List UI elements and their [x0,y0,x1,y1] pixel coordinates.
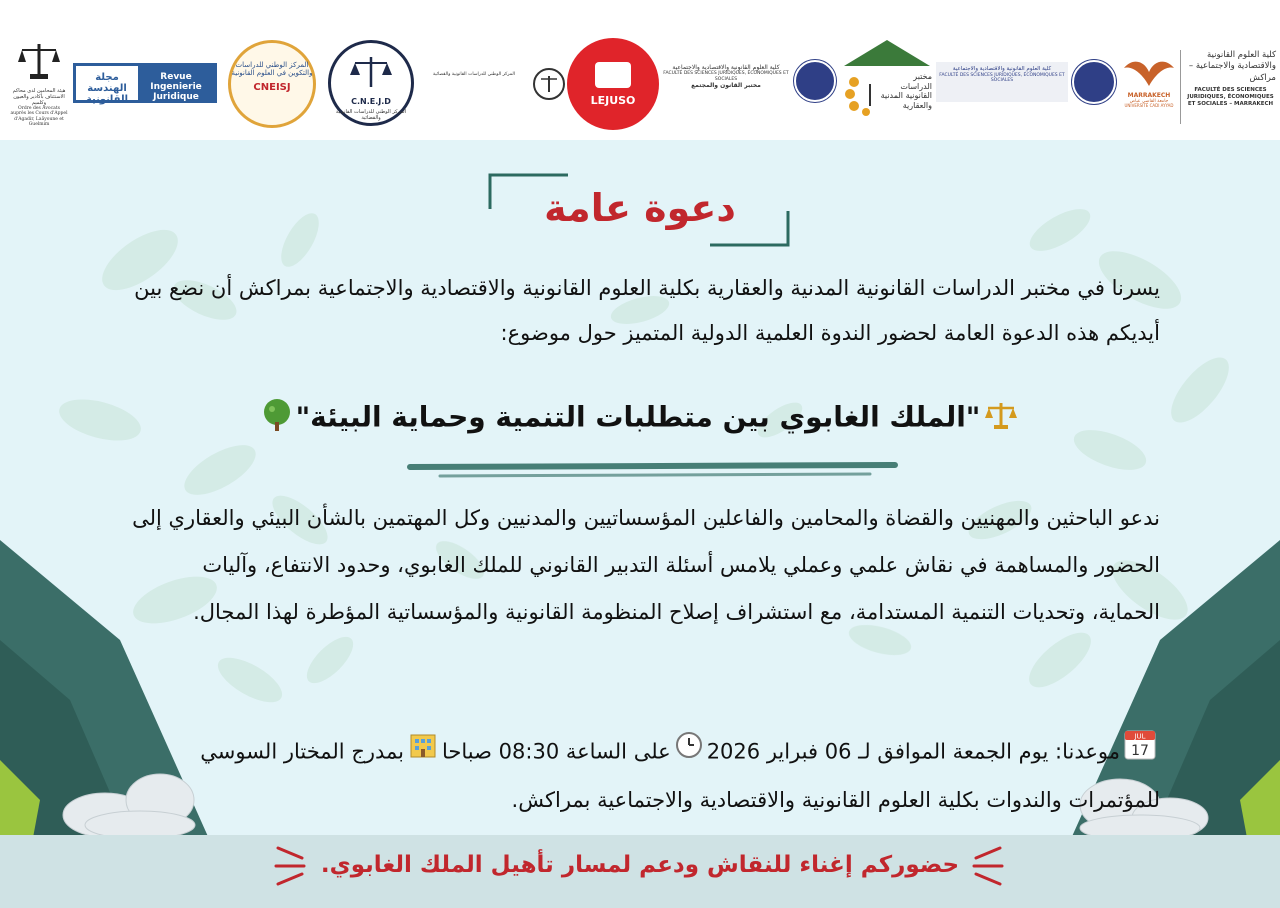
logo-university-emblem [794,60,836,102]
logo-small-seal [533,68,565,100]
logo-faculty-banner: كلية العلوم القانونية والاقتصادية والاجتماعية FACULTÉ DES SCIENCES JURIDIQUES, ÉCONOMIQUES ET SOCIALES [936,62,1068,102]
logo-lab-law-society: كلية العلوم القانونية والاقتصادية والاجتماعية FACULTÉ DES SCIENCES JURIDIQUES, ÉCONOMIQUES ET SOCIALES مختبر القانون والمجتمع [663,64,789,89]
calendar-month: JUL [1134,732,1146,741]
schedule-time: على الساعة 08:30 صباحا [442,739,671,764]
topic-text: "الملك الغابوي بين متطلبات التنمية وحماية البيئة" [295,400,981,434]
calendar-day: 17 [1131,743,1149,759]
scales-icon [10,38,68,84]
schedule-label: موعدنا: [1055,739,1120,764]
schedule-date: يوم الجمعة الموافق لـ 06 فبراير 2026 [706,739,1049,764]
schedule-venue: بمدرج المختار السوسي للمؤتمرات والندوات بكلية العلوم القانونية والاقتصادية والاجتماعية بمراكش. [200,739,1160,812]
tree-icon [262,398,292,439]
house-roof-icon [840,38,934,68]
scales-icon [844,72,880,118]
calendar-icon [1124,728,1156,777]
logo-lejuso: LEJUSO [567,38,659,130]
page-title: دعوة عامة [544,186,736,230]
scales-icon [984,400,1018,437]
logo-revue-ingenierie-juridique: مجلة الهندسة القانونية Revue Ingenierie Juridique [73,63,217,103]
book-icon [595,62,631,88]
clock-icon [675,729,703,776]
logo-lab-civil-real-estate: مختبر الدراسات القانونية المدنية والعقارية [840,38,934,134]
footer-message: حضوركم إغناء للنقاش ودعم لمسار تأهيل الملك الغابوي. [320,852,960,878]
building-icon [408,729,438,776]
intro-paragraph: يسرنا في مختبر الدراسات القانونية المدنية والعقارية بكلية العلوم القانونية والاقتصادية والاجتماعية بمراكش أن نضع بين أيديكم هذه الدعوة العامة لحضور الندوة العلمية الدولية المتميز حول موضوع: [134,276,1160,345]
logo-cadi-ayyad: MARRAKECH جامعة القاضي عياض UNIVERSITÉ CADI AYYAD [1120,50,1178,122]
logo-center-studies: المركز الوطني للدراسات القانونية والقضائية [433,72,515,77]
body-paragraph: ندعو الباحثين والمهنيين والقضاة والمحامين والفاعلين المؤسساتيين والمدنيين وكل المهتمين بالشأن البيئي والعقاري إلى الحضور والمساهمة في نقاش علمي وعملي يلامس أسئلة التدبير القانوني للملك الغابوي، وحدود الانتفاع، وآليات الحماية، وتحديات التنمية المستدامة، مع استشراف إصلاح المنظومة القانونية والمؤسساتية المؤطرة لهذا المجال. [132,506,1160,624]
topic-heading [0,398,1280,439]
logo-faculty-text: كلية العلوم القانونية والاقتصادية والاجتماعية – مراكش FACULTÉ DES SCIENCES JURIDIQUES, ÉCONOMIQUES ET SOCIALES – MARRAKECH [1180,50,1276,124]
schedule-paragraph [130,728,1160,824]
scales-icon [331,53,411,97]
logo-faculty-emblem [1072,60,1116,104]
palm-icon [1120,50,1178,88]
topic-divider [410,465,895,467]
logo-bar-association: هيئة المحامين لدى محاكم الاستئناف بأكادير والعيون وكلميم Ordre des Avocats auprès les Cours d'Appel d'Agadir, Laâyoune et Guelmim [10,38,68,122]
logo-cnejd: C.N.E.J.D المركز الوطني للدراسات القانونية والقضائية [328,40,414,126]
logo-cneisj: المركز الوطني للدراسات والتكوين في العلوم القانونية CNEISJ [228,40,316,128]
scales-icon [535,70,563,98]
logo-bar [0,0,1280,140]
